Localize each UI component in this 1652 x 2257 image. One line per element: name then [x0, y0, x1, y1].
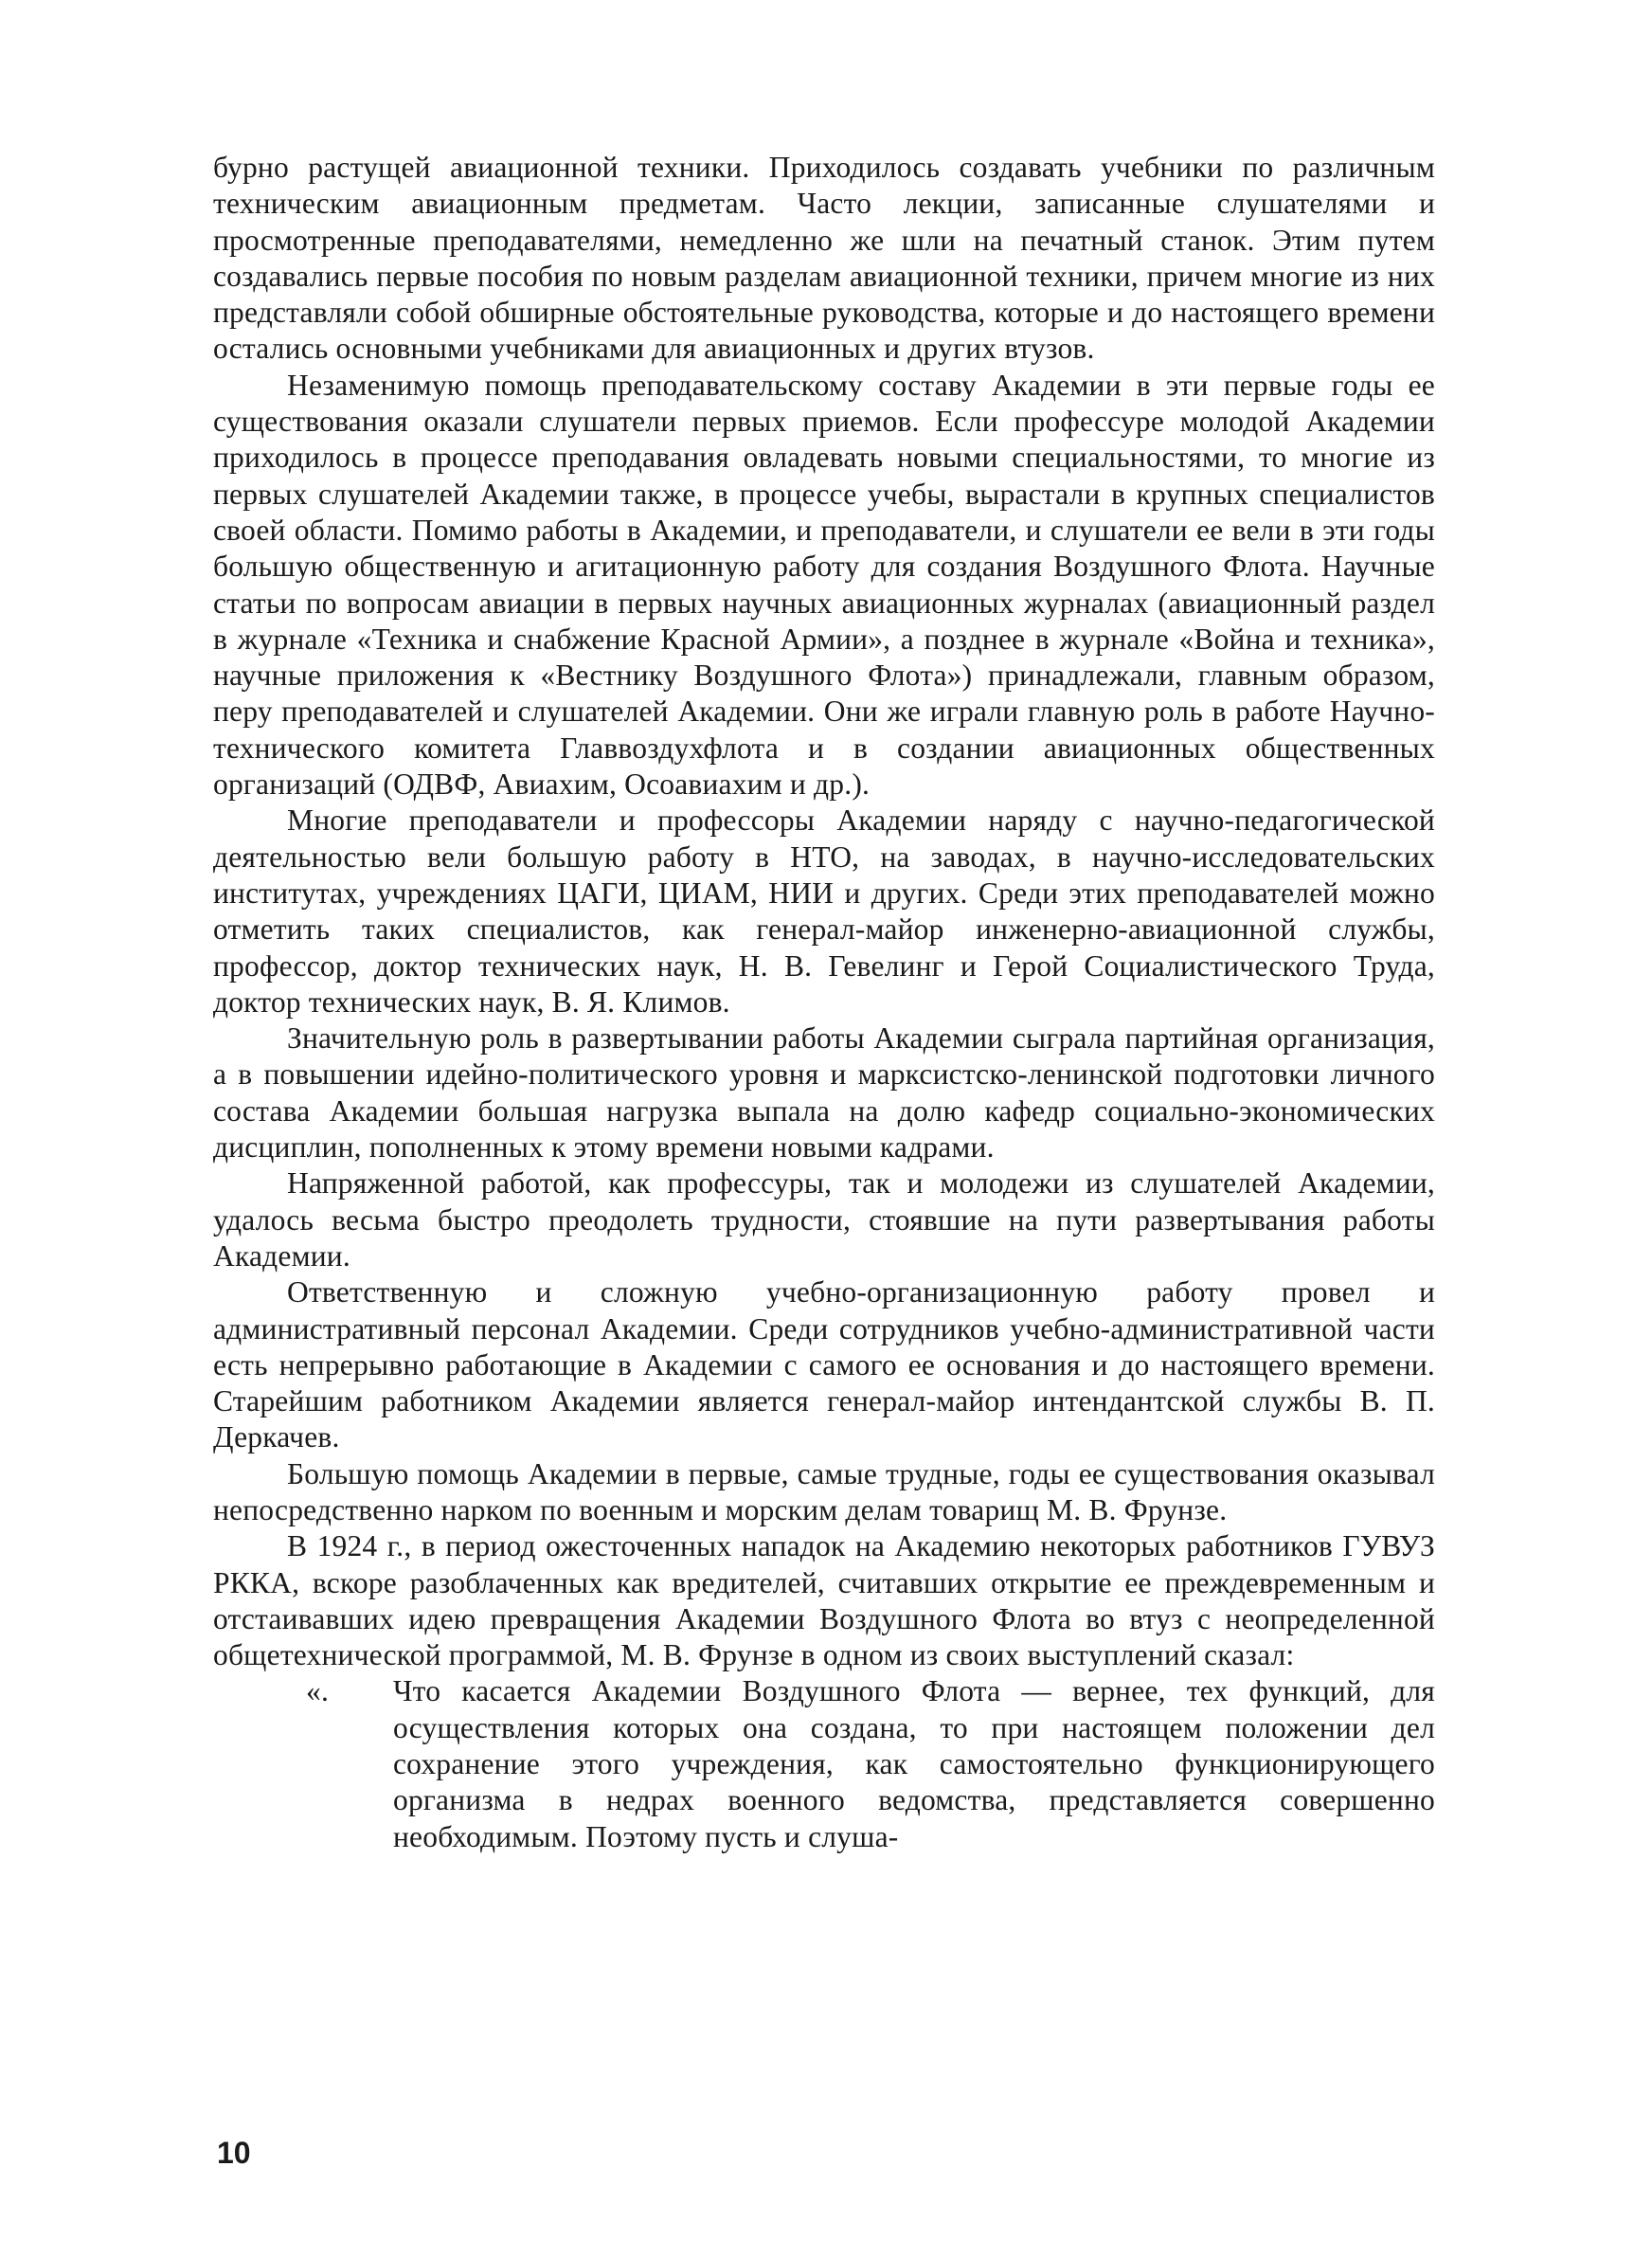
paragraph-7: Большую помощь Академии в первые, самые трудные, годы ее существования оказывал непосредственно нарком по военным и морским делам товарищ М. В. Фрунзе. [213, 1456, 1435, 1526]
paragraph-5: Напряженной работой, как профессуры, так и молодежи из слушателей Академии, удалось весьма быстро преодолеть трудности, стоявшие на пути развертывания работы Академии. [213, 1166, 1435, 1273]
page-number: 10 [217, 2136, 251, 2170]
paragraph-4: Значительную роль в развертывании работы Академии сыграла партийная организация, а в повышении идейно-политического уровня и марксистско-ленинской подготовки личного состава Академии большая нагрузка выпала на долю кафедр социально-экономических дисциплин, пополненных к этому времени новыми кадрами. [213, 1021, 1435, 1165]
paragraph-6: Ответственную и сложную учебно-организационную работу провел и административный персонал Академии. Среди сотрудников учебно-административной части есть непрерывно работающие в Академии с самого ее основания и до настоящего времени. Старейшим работником Академии является генерал-майор интендантской службы В. П. Деркачев. [213, 1275, 1435, 1454]
paragraph-1: бурно растущей авиационной техники. Приходилось создавать учебники по различным техническим авиационным предметам. Часто лекции, записанные слушателями и просмотренные преподавателями, немедленно же шли на печатный станок. Этим путем создавались первые пособия по новым разделам авиационной техники, причем многие из них представляли собой обширные обстоятельные руководства, которые и до настоящего времени остались основными учебниками для авиационных и других втузов. [213, 151, 1435, 366]
block-quote [306, 1673, 1435, 1854]
body-text [213, 150, 1435, 1855]
paragraph-2: Незаменимую помощь преподавательскому составу Академии в эти первые годы ее существования оказали слушатели первых приемов. Если профессуре молодой Академии приходилось в процессе преподавания овладевать новыми специальностями, то многие из первых слушателей Академии также, в процессе учебы, вырастали в крупных специалистов своей области. Помимо работы в Академии, и преподаватели, и слушатели ее вели в эти годы большую общественную и агитационную работу для создания Воздушного Флота. Научные статьи по вопросам авиации в первых научных авиационных журналах (авиационный раздел в журнале «Техника и снабжение Красной Армии», а позднее в журнале «Война и техника», научные приложения к «Вестнику Воздушного Флота») принадлежали, главным образом, перу преподавателей и слушателей Академии. Они же играли главную роль в работе Научно-технического комитета Главвоздухфлота и в создании авиационных общественных организаций (ОДВФ, Авиахим, Осоавиахим и др.). [213, 368, 1435, 802]
quote-text: Что касается Академии Воздушного Флота — вернее, тех функций, для осуществления которых она создана, то при настоящем положении дел сохранение этого учреждения, как самостоятельно функционирующего организма в недрах военного ведомства, представляется совершенно необходимым. Поэтому пусть и слуша- [393, 1674, 1435, 1853]
paragraph-3: Многие преподаватели и профессоры Академии наряду с научно-педагогической деятельностью вели большую работу в НТО, на заводах, в научно-исследовательских институтах, учреждениях ЦАГИ, ЦИАМ, НИИ и других. Среди этих преподавателей можно отметить таких специалистов, как генерал-майор инженерно-авиационной службы, профессор, доктор технических наук, Н. В. Гевелинг и Герой Социалистического Труда, доктор технических наук, В. Я. Климов. [213, 803, 1435, 1019]
paragraph-8: В 1924 г., в период ожесточенных нападок на Академию некоторых работников ГУВУЗ РККА, вскоре разоблаченных как вредителей, считавших открытие ее преждевременным и отстаивавших идею превращения Академии Воздушного Флота во втуз с неопределенной общетехнической программой, М. В. Фрунзе в одном из своих выступлений сказал: [213, 1529, 1435, 1672]
quote-mark: «. [306, 1674, 330, 1708]
